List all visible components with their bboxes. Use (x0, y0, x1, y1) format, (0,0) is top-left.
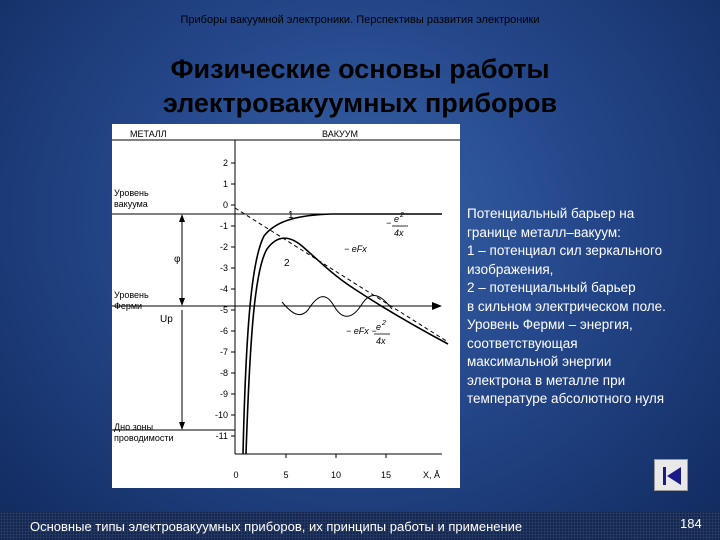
potential-barrier-figure (112, 124, 460, 488)
y-tick-label: -6 (219, 326, 228, 336)
vacuum-level-label: Уровень (114, 188, 149, 198)
caption-line: Уровень Ферми – энергия, (467, 317, 633, 332)
title-line-1: Физические основы работы (170, 54, 550, 84)
caption-line: электрона в металле при (467, 372, 626, 388)
caption-line: изображения, (467, 261, 554, 277)
curve-1-image-potential (243, 214, 442, 454)
x-tick-label: 15 (380, 470, 392, 480)
up-label: Up (160, 314, 173, 325)
y-tick-label: -4 (219, 284, 228, 294)
eq-image-minus: − (386, 218, 392, 228)
y-tick-marks (231, 163, 235, 436)
eq-combined-left: − eFx − (346, 326, 377, 336)
fermi-arrowhead (432, 302, 442, 310)
eq-image-4x: 4x (394, 228, 404, 238)
go-to-start-button[interactable] (654, 459, 688, 491)
slide-header: Приборы вакуумной электроники. Перспективы развития электроники (180, 14, 540, 26)
figure-caption (467, 205, 715, 409)
y-tick-label: 2 (222, 158, 228, 168)
caption-line: температуре абсолютного нуля (467, 391, 665, 406)
caption-line: 2 – потенциальный барьер (467, 280, 636, 295)
page-number: 184 (680, 516, 702, 531)
band-bottom-label: Дно зоны (114, 422, 154, 432)
up-arrow-head (179, 422, 185, 430)
potential-barrier-diagram (112, 124, 460, 488)
band-bottom-label-2: проводимости (114, 433, 174, 443)
y-tick-label: -7 (219, 347, 228, 357)
fermi-level-label: Уровень (114, 290, 149, 300)
x-tick-label: 10 (330, 470, 342, 480)
eq-combined-sup: 2 (382, 320, 386, 327)
x-axis-label: X, Å (423, 470, 441, 480)
x-tick-label: 5 (283, 470, 289, 480)
eq-efx: − eFx (344, 244, 367, 254)
y-tick-label: -11 (215, 431, 228, 441)
y-tick-label: 1 (222, 179, 228, 189)
region-vacuum-label: ВАКУУМ (322, 129, 358, 139)
eq-combined-4x: 4x (376, 336, 386, 346)
eq-combined-e: e (376, 322, 382, 332)
curve-2-barrier (246, 238, 448, 454)
caption-line: границе металл–вакуум: (467, 224, 621, 240)
title-line-2: электровакуумных приборов (162, 88, 558, 118)
caption-line: максимальной энергии (467, 354, 612, 369)
curve-1-label: 1 (288, 210, 294, 221)
footer-text: Основные типы электровакуумных приборов, их принципы работы и применение (30, 519, 523, 534)
x-tick-label: 0 (233, 470, 239, 480)
skip-to-start-icon (655, 460, 689, 492)
y-tick-label: -5 (219, 305, 228, 315)
caption-line: 1 – потенциал сил зеркального (467, 243, 663, 258)
caption-line: в сильном электрическом поле. (467, 298, 666, 314)
caption-line: Потенциальный барьер на (467, 206, 635, 221)
fermi-level-label-2: Ферми (114, 301, 143, 311)
vacuum-level-label-2: вакуума (114, 199, 148, 209)
curve-2-label: 2 (284, 258, 290, 269)
caption-line: соответствующая (467, 335, 578, 351)
external-field-line (235, 208, 448, 342)
y-tick-label: -2 (219, 242, 228, 252)
phi-label: φ (174, 254, 181, 265)
y-tick-label: -3 (219, 263, 228, 273)
slide-title (0, 52, 720, 120)
eq-image-e: e (394, 214, 400, 224)
y-tick-label: -1 (219, 221, 228, 231)
y-tick-label: 0 (222, 200, 228, 210)
y-tick-label: -10 (214, 410, 228, 420)
eq-image-sup: 2 (400, 212, 404, 219)
y-tick-label: -8 (219, 368, 228, 378)
y-tick-label: -9 (219, 389, 228, 399)
region-metal-label: МЕТАЛЛ (130, 129, 167, 139)
